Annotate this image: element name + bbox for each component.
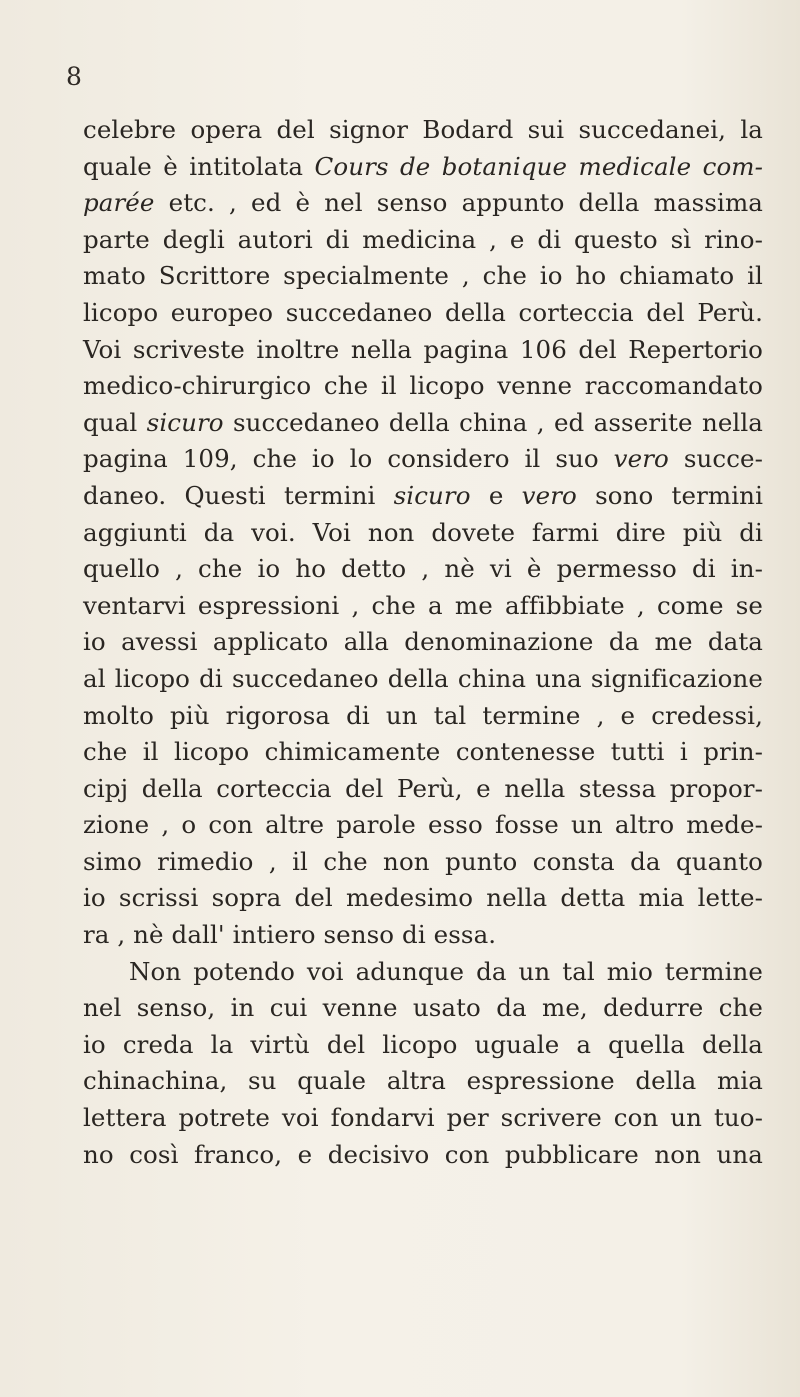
text-segment: lettera potrete voi fondarvi per scrivere con un tuo- [83,1103,763,1133]
text-line [83,1027,763,1064]
text-segment: e [470,480,522,510]
text-line [83,734,763,771]
text-segment: celebre opera del signor Bodard sui succedanei, la [83,115,763,144]
text-segment: qual [83,407,147,437]
text-line [83,258,763,295]
text-line [83,441,763,478]
italic-text: parée [83,188,155,218]
text-segment: daneo. Questi termini [83,480,394,510]
italic-text: vero [613,444,669,474]
text-segment: che il licopo chimicamente contenesse tutti i prin- [83,737,763,767]
text-segment: no così franco, e decisivo con pubblicare non una [83,1139,763,1169]
text-line [83,661,763,698]
text-segment: mato Scrittore specialmente , che io ho chiamato il [83,261,763,291]
text-line [83,185,763,222]
body-text [83,112,763,1173]
text-line [83,332,763,369]
text-segment: quello , che io ho detto , nè vi è permesso di in- [83,554,763,584]
text-line [83,1063,763,1100]
text-line [83,222,763,259]
text-line [83,844,763,881]
text-segment: Non potendo voi adunque da un tal mio termine [129,956,763,986]
text-segment: succedaneo della china , ed asserite nella [223,407,763,437]
text-line [83,1137,763,1174]
text-line [83,698,763,735]
text-line [83,1100,763,1137]
italic-text: Cours de botanique medicale com- [314,151,764,181]
text-line [83,771,763,808]
text-line [83,990,763,1027]
text-line [83,149,763,186]
italic-text: sicuro [393,480,471,510]
text-segment: chinachina, su quale altra espressione della mia [83,1066,763,1096]
text-segment: al licopo di succedaneo della china una significazione [83,663,763,693]
text-segment: aggiunti da voi. Voi non dovete farmi dire più di [83,517,763,547]
text-line [83,368,763,405]
text-segment: pagina 109, che io lo considero il suo [83,444,614,474]
text-segment: io scrissi sopra del medesimo nella detta mia lette- [83,883,763,913]
text-segment: simo rimedio , il che non punto consta da quanto [83,846,763,876]
text-line [83,515,763,552]
text-segment: io avessi applicato alla denominazione da me data [83,627,763,657]
text-line [83,588,763,625]
text-segment: succe- [668,444,763,474]
text-line [83,954,763,991]
text-line [83,478,763,515]
text-segment: medico-chirurgico che il licopo venne raccomandato [83,371,763,401]
text-segment: parte degli autori di medicina , e di questo sì rino- [83,224,763,254]
text-line [83,624,763,661]
text-line [83,807,763,844]
text-line [83,880,763,917]
page-number: 8 [66,62,82,91]
text-line [83,551,763,588]
text-segment: cipj della corteccia del Perù, e nella stessa propor- [83,773,763,803]
text-segment: licopo europeo succedaneo della corteccia del Perù. [83,297,763,327]
text-line [83,917,763,954]
text-segment: zione , o con altre parole esso fosse un altro mede- [83,810,763,840]
text-segment: nel senso, in cui venne usato da me, dedurre che [83,993,763,1023]
italic-text: sicuro [146,407,224,437]
text-segment: Voi scriveste inoltre nella pagina 106 del Repertorio [83,334,763,364]
text-segment: molto più rigorosa di un tal termine , e credessi, [83,700,763,730]
text-segment: sono termini [576,480,764,510]
text-line [83,112,763,149]
text-segment: ra , nè dall' intiero senso di essa. [83,920,497,950]
italic-text: vero [521,480,577,510]
text-line [83,405,763,442]
text-segment: etc. , ed è nel senso appunto della massima [154,188,763,218]
text-segment: io creda la virtù del licopo uguale a quella della [83,1029,763,1059]
text-segment: quale è intitolata [83,151,315,181]
text-line [83,295,763,332]
text-segment: ventarvi espressioni , che a me affibbiate , come se [83,590,763,620]
